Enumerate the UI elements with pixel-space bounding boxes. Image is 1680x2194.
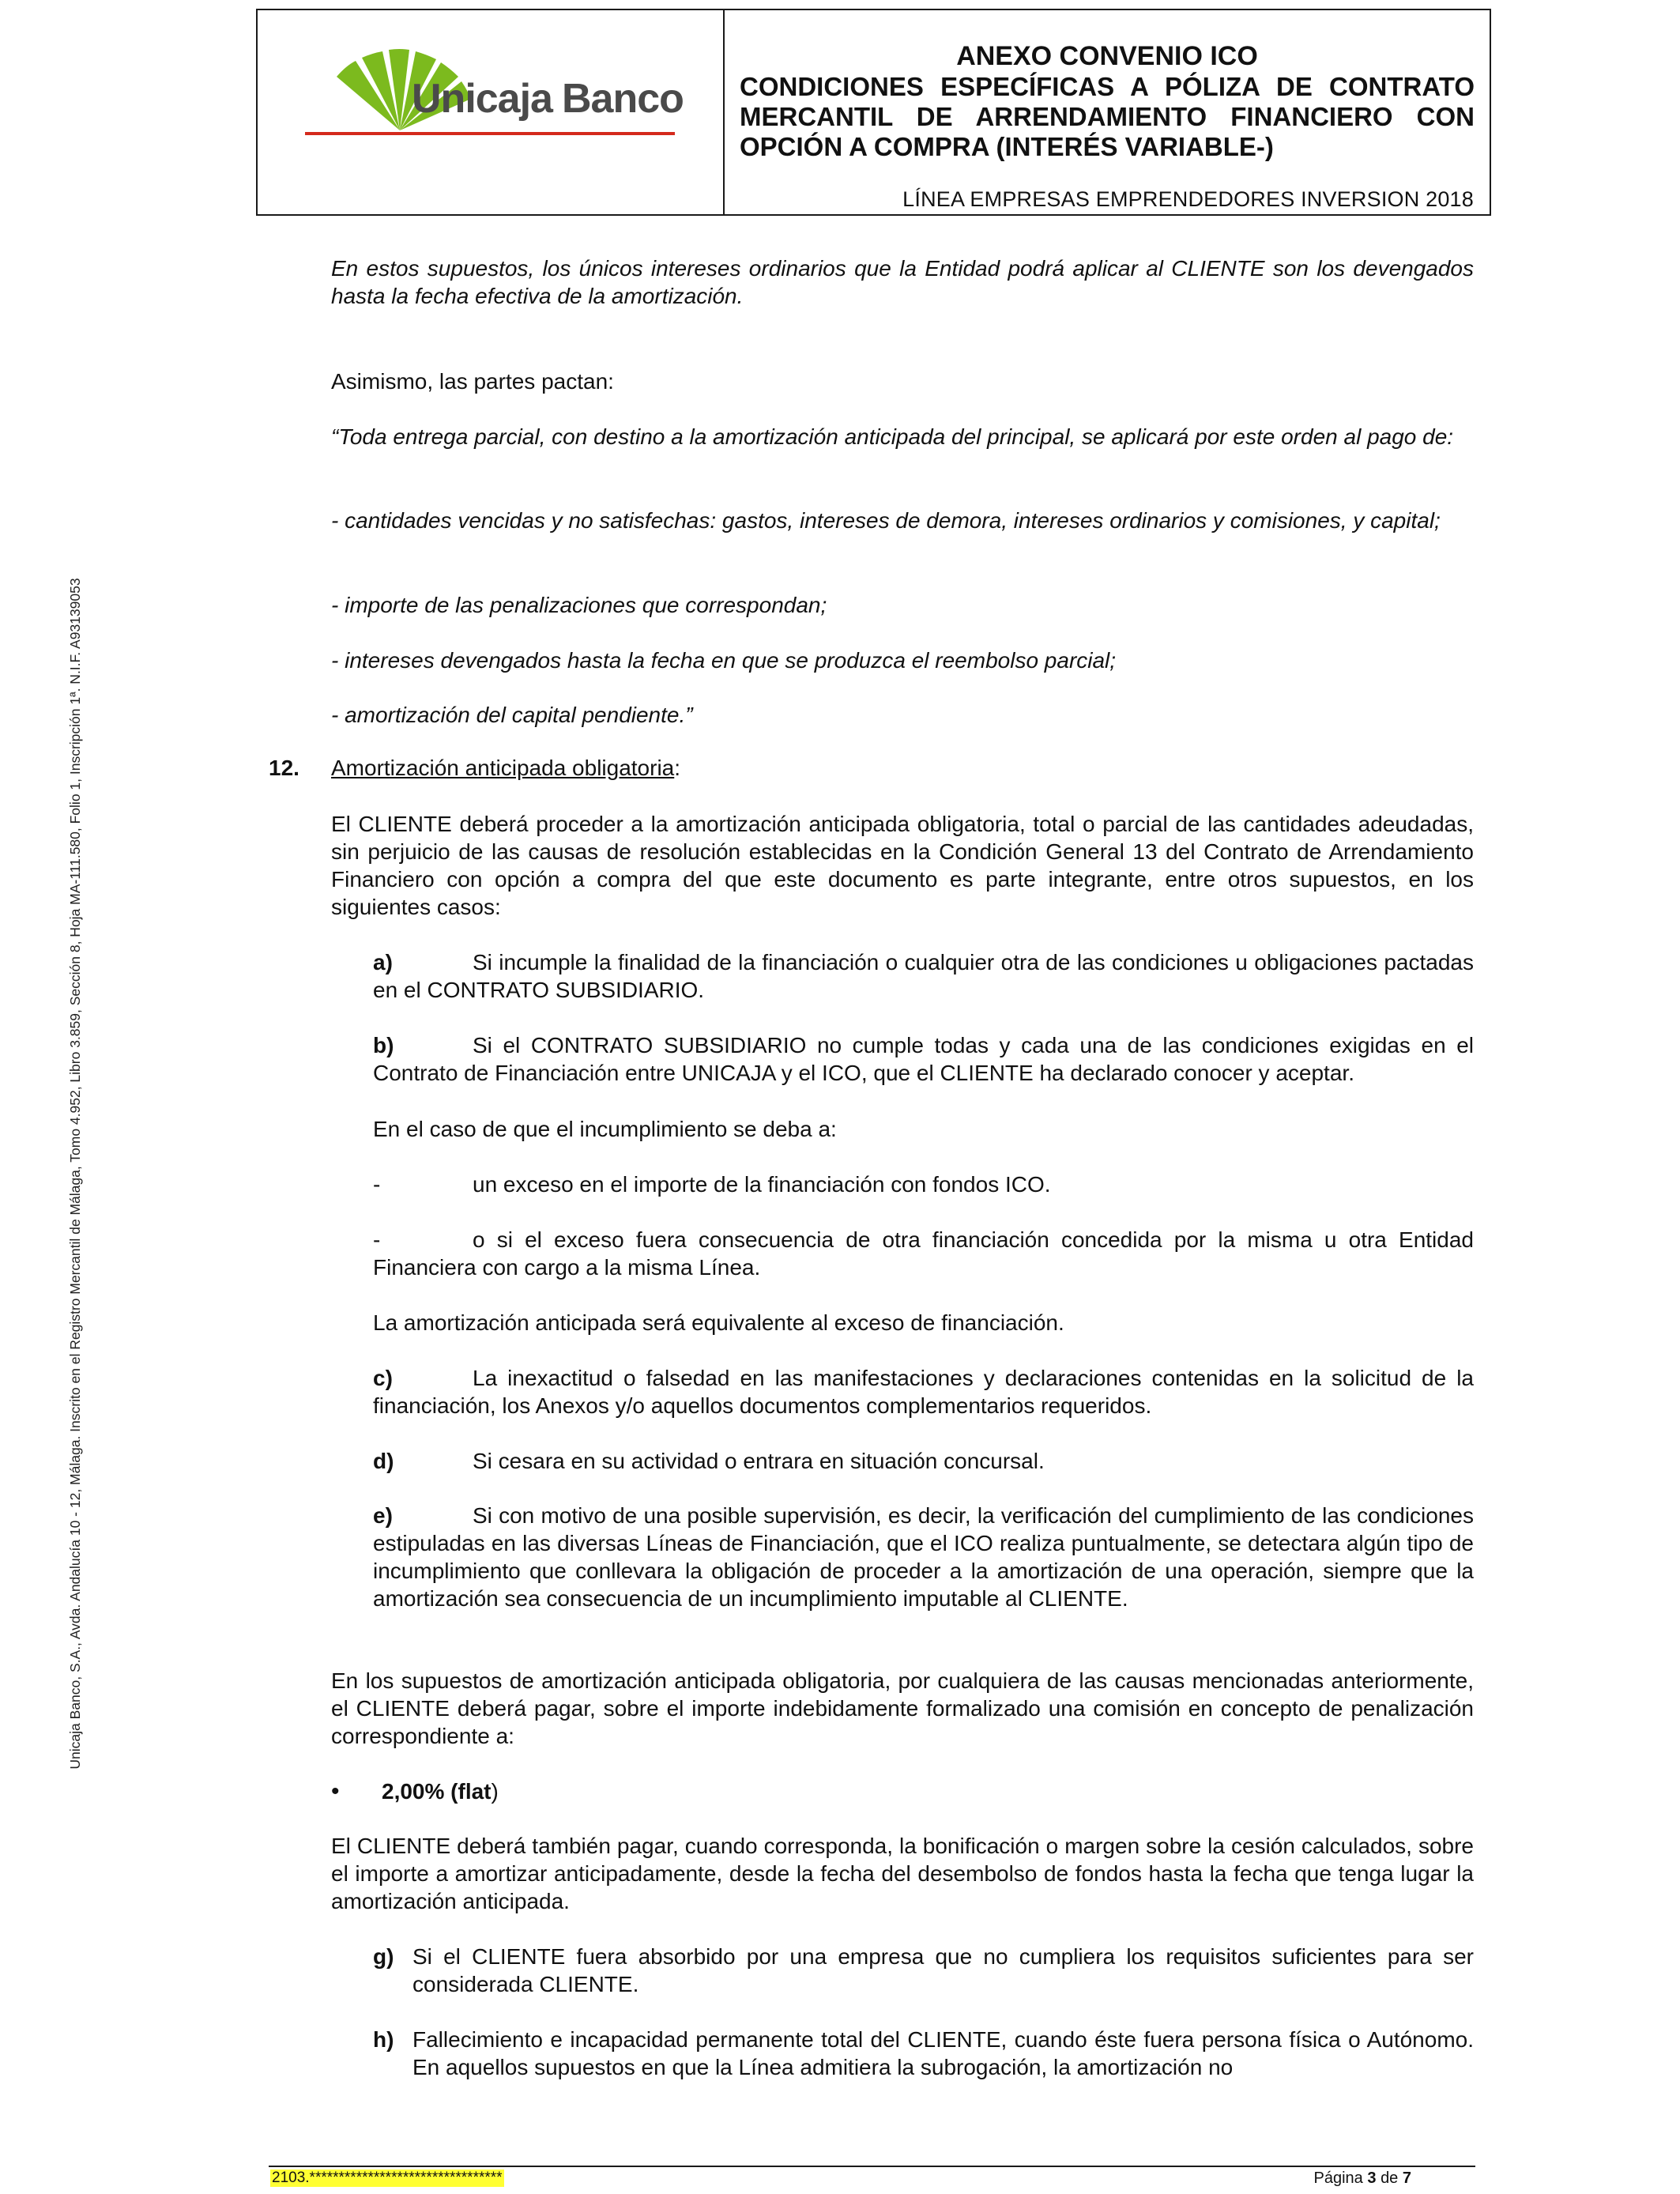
unicaja-logo (305, 29, 684, 140)
case-d-label: d) (373, 1449, 394, 1473)
case-g (373, 1943, 1474, 1998)
penalty-bullet (331, 1778, 499, 1805)
dash-item-1 (373, 1171, 1474, 1198)
paragraph-penalty-commission: En los supuestos de amortización anticipada obligatoria, por cualquiera de las causas mencionadas anteriormente, el CLIENTE deberá pagar, sobre el importe indebidamente formalizado una comisión en concepto de penalización correspondiente a: (331, 1668, 1474, 1748)
case-g-text: Si el CLIENTE fuera absorbido por una empresa que no cumpliera los requisitos suficientes para ser considerada CLIENTE. (412, 1944, 1474, 1996)
case-e-text: Si con motivo de una posible supervisión, es decir, la verificación del cumplimiento de las condiciones estipuladas en las diversas Líneas de Financiación, que el ICO realiza puntualmente, se detectara algún tipo de incumplimiento que conllevara la obligación de proceder a la amortización de una operación, siempre que la amortización sea consecuencia de un incumplimiento imputable al CLIENTE. (373, 1503, 1474, 1611)
page-of: de (1381, 2169, 1399, 2187)
case-h-text: Fallecimiento e incapacidad permanente total del CLIENTE, cuando éste fuera persona física o Autónomo. En aquellos supuestos en que la Línea admitiera la subrogación, la amortización no (412, 2027, 1474, 2079)
case-h (373, 2026, 1474, 2081)
page-current: 3 (1367, 2169, 1377, 2187)
dash-item-1-mark: - (373, 1172, 381, 1197)
case-e-label: e) (373, 1503, 393, 1528)
section-title (331, 756, 680, 781)
dash-item-1-text: un exceso en el importe de la financiación con fondos ICO. (473, 1172, 1051, 1197)
logo-red-rule (305, 132, 675, 135)
case-a-label: a) (373, 950, 393, 974)
dash-item-2-text: o si el exceso fuera consecuencia de otra financiación concedida por la misma u otra Entidad Financiera con cargo a la misma Línea. (373, 1227, 1474, 1280)
dash-item-2 (373, 1226, 1474, 1281)
section-number: 12. (269, 756, 299, 780)
paragraph-ordinary-interest: En estos supuestos, los únicos intereses ordinarios que la Entidad podrá aplicar al CLIENTE son los devengados hasta la fecha efectiva de la amortización. (331, 256, 1474, 308)
penalty-rate-close: ) (491, 1779, 499, 1804)
section-title-text: Amortización anticipada obligatoria (331, 756, 675, 780)
list-item-penalties: - importe de las penalizaciones que correspondan; (331, 593, 827, 617)
page-number (1314, 2169, 1411, 2188)
title-line-1: CONDICIONES ESPECÍFICAS A PÓLIZA DE CONTRATO (740, 72, 1475, 101)
section-title-colon: : (674, 756, 681, 780)
paragraph-partial-payment: “Toda entrega parcial, con destino a la amortización anticipada del principal, se aplicará por este orden al pago de: (331, 424, 1454, 449)
header-title-block (740, 40, 1475, 162)
paragraph-excess-amount: La amortización anticipada será equivalente al exceso de financiación. (373, 1310, 1064, 1335)
case-d-text: Si cesara en su actividad o entrara en situación concursal. (473, 1449, 1045, 1473)
bullet-icon: • (331, 1778, 340, 1804)
list-item-due-amounts: - cantidades vencidas y no satisfechas: gastos, intereses de demora, intereses ordinarios y comisiones, y capital; (331, 508, 1441, 533)
case-a-text: Si incumple la finalidad de la financiación o cualquier otra de las condiciones u obligaciones pactadas en el CONTRATO SUBSIDIARIO. (373, 950, 1474, 1002)
case-h-label: h) (373, 2027, 394, 2052)
paragraph-bonus-margin: El CLIENTE deberá también pagar, cuando corresponda, la bonificación o margen sobre la cesión calculados, sobre el importe a amortizar anticipadamente, desde la fecha del desembolso de fondos hasta la fecha que tenga lugar la amortización anticipada. (331, 1834, 1474, 1913)
footer-rule (269, 2166, 1475, 2167)
page-label: Página (1313, 2169, 1363, 2187)
credit-line-name: LÍNEA EMPRESAS EMPRENDEDORES INVERSION 2018 (902, 187, 1474, 211)
logo-word-2: Banco (561, 76, 684, 122)
paragraph-mandatory-prepayment: El CLIENTE deberá proceder a la amortización anticipada obligatoria, total o parcial de las cantidades adeudadas, sin perjuicio de las causas de resolución establecidas en la Condición General 13 del Contrato de Arrendamiento Financiero con opción a compra del que este documento es parte integrante, entre otros supuestos, en los siguientes casos: (331, 812, 1474, 919)
paragraph-breach-cause: En el caso de que el incumplimiento se deba a: (373, 1117, 837, 1141)
case-g-label: g) (373, 1944, 394, 1969)
title-line-2: MERCANTIL DE ARRENDAMIENTO FINANCIERO CON (740, 102, 1475, 131)
page-total: 7 (1402, 2169, 1411, 2187)
title-main: ANEXO CONVENIO ICO (956, 41, 1258, 71)
header-divider (723, 10, 725, 214)
title-line-3: OPCIÓN A COMPRA (INTERÉS VARIABLE-) (740, 132, 1274, 161)
document-header (256, 9, 1491, 216)
list-item-pending-capital: - amortización del capital pendiente.” (331, 703, 693, 727)
case-c-text: La inexactitud o falsedad en las manifestaciones y declaraciones contenidas en la solicitud de la financiación, los Anexos y/o aquellos documentos complementarios requeridos. (373, 1366, 1474, 1418)
dash-item-2-mark: - (373, 1227, 381, 1252)
paragraph-parties-agree: Asimismo, las partes pactan: (331, 369, 614, 394)
case-e (373, 1502, 1474, 1612)
list-item-accrued-interest: - intereses devengados hasta la fecha en que se produzca el reembolso parcial; (331, 648, 1117, 673)
logo-word-1: Unicaja (412, 76, 552, 122)
logo-wordmark (412, 75, 684, 123)
case-b (373, 1031, 1474, 1087)
case-c-label: c) (373, 1366, 393, 1390)
case-d (373, 1447, 1474, 1475)
case-b-text: Si el CONTRATO SUBSIDIARIO no cumple todas y cada una de las condiciones exigidas en el Contrato de Financiación entre UNICAJA y el ICO, que el CLIENTE ha declarado conocer y aceptar. (373, 1033, 1474, 1085)
registry-side-text: Unicaja Banco, S.A., Avda. Andalucía 10 - 12, Málaga. Inscrito en el Registro Mercantil de Málaga, Tomo 4.952, Libro 3.859, Sección 8, Hoja MA-111.580, Folio 1, Inscripción 1ª. N.I.F. A93139053 (67, 578, 83, 1770)
case-b-label: b) (373, 1033, 394, 1057)
case-c (373, 1364, 1474, 1419)
case-a (373, 948, 1474, 1004)
document-code: 2103.********************************* (272, 2169, 503, 2186)
penalty-rate: 2,00% (flat (382, 1779, 492, 1804)
